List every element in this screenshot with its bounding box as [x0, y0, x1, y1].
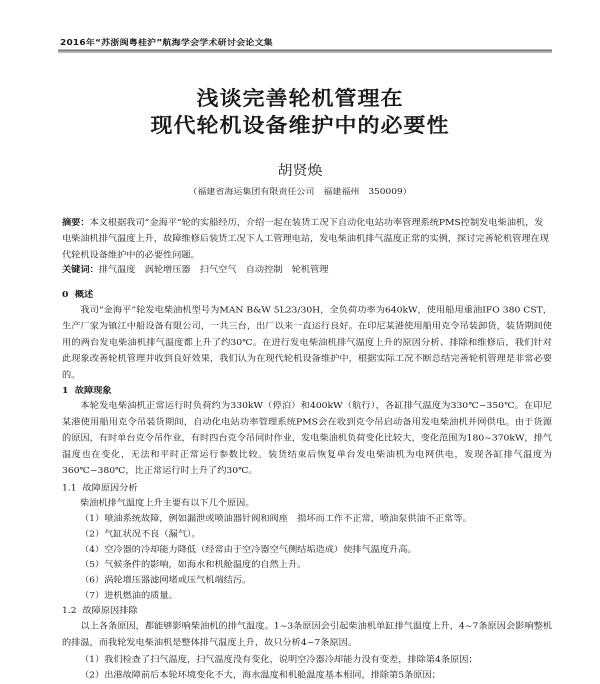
keywords-text: 排气温度 涡轮增压器 扫气空气 自动控制 轮机管理	[98, 264, 329, 275]
header-rule	[58, 50, 552, 51]
list-item: （2）出港故障前后本轮环境变化不大，海水温度和机舱温度基本相同，排除第5条原因；	[80, 670, 441, 681]
list-item: （2）气缸状况不良（漏气）。	[80, 529, 201, 540]
header-rule-thin	[58, 51, 552, 52]
section-title: 故障原因排除	[82, 605, 138, 616]
paper-title-line2: 现代轮机设备维护中的必要性	[150, 114, 450, 138]
section-0-heading	[62, 287, 93, 300]
section-title: 概述	[74, 289, 94, 300]
section-0-paragraph: 我司“金海平”轮发电柴油机型号为MAN B&W 5L23/30H，全负荷功率为640kW，使用船用重油IFO 380 CST，生产厂家为镇江中船设备有限公司，一共三台，出厂以来一直运行良好。在印尼某港使用船用克令吊装卸货，装货期间使用的两台发电柴油机排气温度都上升了约30℃。在进行发电柴油机排气温度上升的原因分析、排除和维修后，我们针对此现象改善轮机管理并收到良好效果，我们认为在现代轮机设备维护中，根据实际工况不断总结完善轮机管理是非常必要的。	[62, 305, 552, 381]
section-number: 1.2	[62, 605, 77, 616]
abstract-label: 摘要：	[62, 217, 90, 228]
section-title: 故障现象	[74, 385, 112, 396]
section-number: 1.1	[62, 483, 77, 494]
section-1-heading	[62, 383, 112, 396]
section-title: 故障原因分析	[82, 483, 138, 494]
list-item: （1）我们检查了扫气温度，扫气温度没有变化，说明空冷器冷却能力没有变差，排除第4条原因；	[80, 654, 478, 665]
author-affiliation: （福建省海运集团有限责任公司 福建福州 350009）	[188, 187, 412, 197]
list-item: （7）进机燃油的质量。	[80, 590, 178, 601]
section-1-paragraph: 本轮发电柴油机正常运行时负荷约为330kW（停泊）和400kW（航行），各缸排气温度为330℃~350℃。在印尼某港使用船用克令吊装货期间，自动化电站功率管理系统PMS会在收到克令吊启动备用发电柴油机并网供电。由于货源的原因，有时单台克令吊作业，有时四台克令吊同时作业，发电柴油机负荷变化比较大，变化范围为180~370kW，排气温度也在变化，无法和平时正常运行参数比较。装货结束后恢复单台发电柴油机为电网供电，发现各缸排气温度为360℃~380℃，比正常运行时上升了约30℃。	[62, 400, 552, 476]
abstract-text: 本文根据我司“金海平”轮的实船经历，介绍一起在装货工况下自动化电站功率管理系统PMS控制发电柴油机，发电柴油机排气温度上升，故障维修后装货工况下人工管理电站，发电柴油机排气温度正常的实例，探讨完善轮机管理在现代轮机设备维护中的必要性问题。	[62, 217, 549, 261]
list-item: （1）喷油系统故障，例如漏泄或喷油器针阀和阀座 损坏而工作不正常，喷油泵供油不正常等。	[80, 513, 472, 524]
section-1-2-heading	[62, 603, 138, 616]
list-item: （6）涡轮增压器滤网堵或压气机端结污。	[80, 575, 252, 586]
keywords-label: 关键词：	[62, 264, 99, 275]
keywords	[62, 262, 552, 278]
section-1-1-intro: 柴油机排气温度上升主要有以下几个原因。	[80, 498, 255, 509]
author-name: 胡贤焕	[277, 162, 323, 179]
section-1-1-heading	[62, 480, 138, 493]
section-number: 1	[62, 385, 69, 396]
running-header: 2016年“苏浙闽粤桂沪”航海学会学术研讨会论文集	[60, 38, 273, 48]
list-item: （4）空冷器的冷却能力降低（经常由于空冷器空气侧结垢造成）使排气温度升高。	[80, 544, 417, 555]
abstract	[62, 215, 552, 264]
list-item: （5）气候条件的影响，如海水和机舱温度的自然上升。	[80, 559, 307, 570]
paper-title-line1: 浅谈完善轮机管理在	[196, 87, 404, 111]
section-number: 0	[62, 289, 69, 300]
section-1-2-paragraph: 以上各条原因，都能够影响柴油机的排气温度。1~3条原因会引起柴油机单缸排气温度上升，4~7条原因会影响整机的排温，而我轮发电柴油机是整体排气温度上升，故只分析4~7条原因。	[62, 621, 552, 648]
